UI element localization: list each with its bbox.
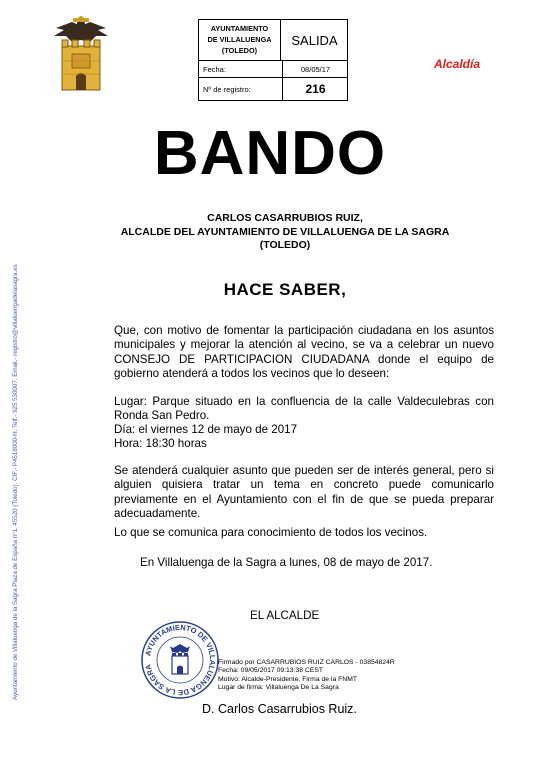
side-contact-text-container [0,0,20,780]
registry-ayto-line2: DE VILLALUENGA [207,35,272,44]
issuer-location: (TOLEDO) [259,239,311,251]
body-paragraph-intro [114,324,494,381]
body-paragraph-intro-text: Que, con motivo de fomentar la participación ciudadana en los asuntos municipales y mejorar la atención al vecino, se va a celebrar un nuevo CONSEJO DE PARTICIPACION CIUDADANA donde el equipo de gobierno atenderá a todos los vecinos que lo deseen: [114,324,494,380]
registry-stamp-header [199,20,347,61]
event-time: Hora: 18:30 horas [114,437,207,450]
signature-title: EL ALCALDE [250,609,320,622]
registry-number-row [199,78,347,100]
seal-text: AYUNTAMIENTO DE VILLALUENGA DE LA SAGRA [143,622,218,698]
registry-ayto-line3: (TOLEDO) [221,46,258,55]
side-contact-text: Ayuntamiento de Villaluenga de la Sagra Plaza de España nº1. 45520 (Toledo). CIF.- P4518000-H. Telf.- 925 530007. Email.- registro@villaluengadelasagra.es [12,264,19,700]
signature-signed-by: Firmado por CASARRUBIOS RUIZ CARLOS - 03854824R [218,659,395,666]
svg-text:AYUNTAMIENTO DE VILLALUENGA DE [143,623,217,697]
registry-ayuntamiento [199,20,281,60]
event-date: Día: el viernes 12 de mayo de 2017 [114,423,298,436]
registry-number-value: 216 [282,78,348,100]
registry-ayto-line1: AYUNTAMIENTO [210,24,269,33]
municipal-seal [140,620,220,700]
document-title: BANDO [153,119,387,188]
signatory-name: D. Carlos Casarrubios Ruiz. [202,702,357,716]
alcaldia-label: Alcaldía [434,57,481,71]
registry-date-label: Fecha: [203,65,226,74]
body-paragraph-closing: Lo que se comunica para conocimiento de todos los vecinos. [114,526,428,539]
signature-place: Lugar de firma: Villaluenga De La Sagra [218,684,339,692]
digital-signature-info [218,659,395,693]
registry-date-value: 08/05/17 [282,61,348,77]
signature-date: Fecha: 09/05/2017 09:13:38 CEST [218,667,324,675]
registry-number-label: Nº de registro: [203,85,251,94]
signature-reason: Motivo: Alcalde-Presidente. Firma de la FNMT [218,675,358,683]
body-paragraph-topics: Se atenderá cualquier asunto que pueden ser de interés general, pero si alguien quisiera tratar un tema en concreto puede comunicarlo previamente en el Ayuntamiento con el fin de que se pueda preparar adecuadamente. [114,464,494,520]
event-location: Lugar: Parque situado en la confluencia de la calle Valdeculebras con Ronda San Pedro. [114,395,494,423]
registry-date-row [199,61,347,78]
hace-saber-heading: HACE SABER, [223,280,347,299]
registry-type: SALIDA [291,32,338,48]
issuer-role: ALCALDE DEL AYUNTAMIENTO DE VILLALUENGA DE LA SAGRA [120,225,450,238]
issuer-name: CARLOS CASARRUBIOS RUIZ, [207,212,363,224]
issuer-header [90,212,480,253]
registry-stamp [198,19,348,101]
coat-of-arms-logo [50,16,112,94]
place-and-date: En Villaluenga de la Sagra a lunes, 08 de mayo de 2017. [140,556,433,569]
